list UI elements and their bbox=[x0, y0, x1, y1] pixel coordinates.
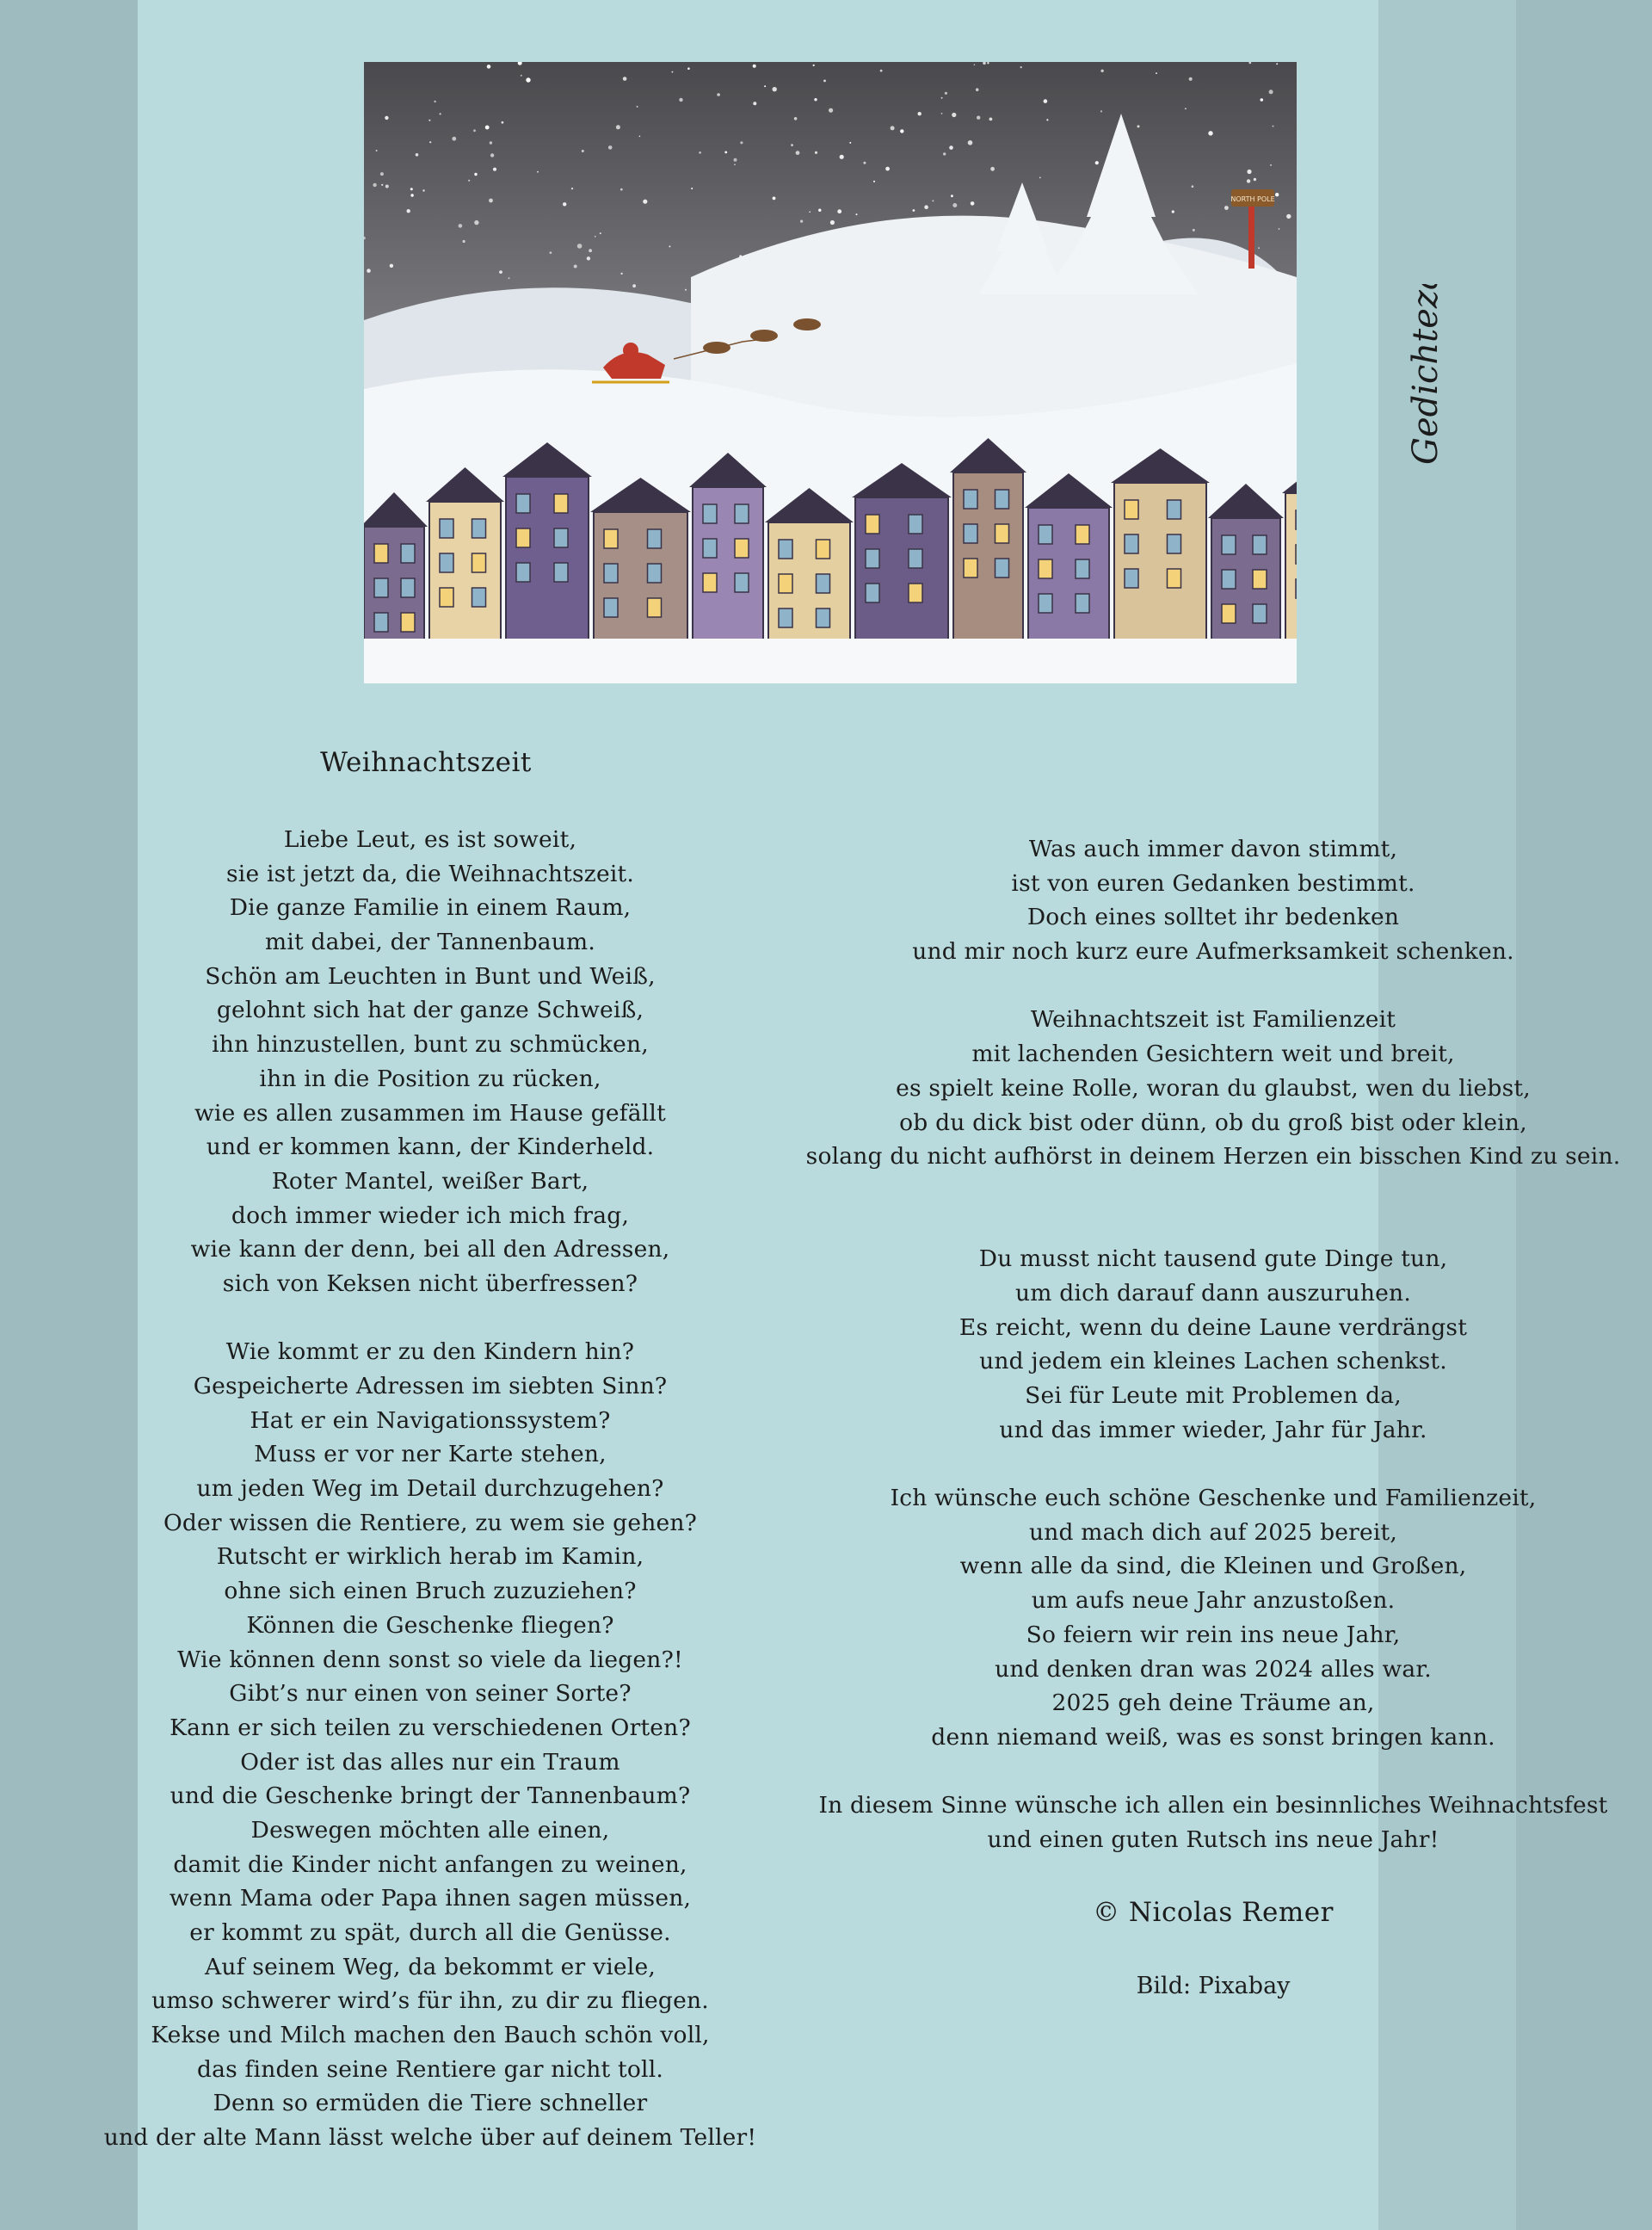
poem-line: sie ist jetzt da, die Weihnachtszeit. bbox=[226, 860, 634, 887]
poem-line: denn niemand weiß, was es sonst bringen kann. bbox=[931, 1723, 1495, 1751]
poem-line: In diesem Sinne wünsche ich allen ein besinnliches Weihnachtsfest bbox=[818, 1792, 1608, 1819]
poem-right-column bbox=[800, 832, 1626, 1857]
poem-line bbox=[800, 1447, 1626, 1481]
poem-line: wenn Mama oder Papa ihnen sagen müssen, bbox=[169, 1885, 692, 1912]
poem-line bbox=[800, 1174, 1626, 1208]
poem-line: Liebe Leut, es ist soweit, bbox=[283, 826, 577, 853]
poem-line: mit dabei, der Tannenbaum. bbox=[264, 929, 596, 956]
signature bbox=[1368, 284, 1471, 473]
poem-line: Auf seinem Weg, da bekommt er viele, bbox=[205, 1953, 656, 1980]
poem-line: er kommt zu spät, durch all die Genüsse. bbox=[189, 1919, 671, 1946]
poem-line: Ich wünsche euch schöne Geschenke und Familienzeit, bbox=[890, 1485, 1537, 1512]
poem-line: es spielt keine Rolle, woran du glaubst, wen du liebst, bbox=[896, 1074, 1531, 1102]
poem-line: und einen guten Rutsch ins neue Jahr! bbox=[987, 1825, 1439, 1853]
poem-line: und die Geschenke bringt der Tannenbaum? bbox=[170, 1782, 691, 1810]
poem-line: Hat er ein Navigationssystem? bbox=[250, 1406, 611, 1434]
poem-line: wie es allen zusammen im Hause gefällt bbox=[194, 1099, 666, 1127]
poem-line: Es reicht, wenn du deine Laune verdrängst bbox=[959, 1313, 1468, 1341]
poem-line: mit lachenden Gesichtern weit und breit, bbox=[971, 1041, 1455, 1068]
poem-line: Gibt’s nur einen von seiner Sorte? bbox=[229, 1680, 632, 1708]
poem-line: um jeden Weg im Detail durchzugehen? bbox=[196, 1475, 664, 1503]
poem-line: Du musst nicht tausend gute Dinge tun, bbox=[978, 1245, 1448, 1273]
poem-title: Weihnachtszeit bbox=[320, 747, 532, 778]
poem-line: ihn in die Position zu rücken, bbox=[259, 1065, 601, 1092]
poem-line: Doch eines solltet ihr bedenken bbox=[1026, 904, 1400, 931]
poem-line: Wie können denn sonst so viele da liegen?! bbox=[177, 1646, 683, 1673]
poem-line: Weihnachtszeit ist Familienzeit bbox=[1030, 1006, 1396, 1034]
poem-line bbox=[77, 1301, 783, 1336]
poem-line: und jedem ein kleines Lachen schenkst. bbox=[979, 1348, 1447, 1375]
poem-line: Deswegen möchten alle einen, bbox=[250, 1816, 610, 1844]
poem-left-column bbox=[77, 823, 783, 2155]
poem-line: Wie kommt er zu den Kindern hin? bbox=[225, 1338, 635, 1366]
poem-line: umso schwerer wird’s für ihn, zu dir zu fliegen. bbox=[151, 1987, 709, 2015]
poem-line: Roter Mantel, weißer Bart, bbox=[271, 1167, 589, 1195]
poem-line: Die ganze Familie in einem Raum, bbox=[229, 894, 632, 922]
poem-line: und der alte Mann lässt welche über auf deinem Teller! bbox=[103, 2124, 757, 2152]
poem-line: Denn so ermüden die Tiere schneller bbox=[213, 2090, 648, 2117]
poem-line: 2025 geh deine Träume an, bbox=[1051, 1689, 1375, 1717]
poem-line: Gespeicherte Adressen im siebten Sinn? bbox=[193, 1373, 668, 1399]
poem-line: Rutscht er wirklich herab im Kamin, bbox=[216, 1543, 644, 1571]
poem-line: Schön am Leuchten in Bunt und Weiß, bbox=[205, 962, 656, 990]
poem-line: gelohnt sich hat der ganze Schweiß, bbox=[216, 997, 644, 1024]
poem-line: solang du nicht aufhörst in deinem Herzen ein bisschen Kind zu sein. bbox=[805, 1143, 1621, 1171]
poem-line: sich von Keksen nicht überfressen? bbox=[222, 1269, 638, 1297]
poem-line: Sei für Leute mit Problemen da, bbox=[1025, 1382, 1402, 1409]
winter-village-illustration bbox=[364, 62, 1297, 683]
poem-line: ob du dick bist oder dünn, ob du groß bist oder klein, bbox=[899, 1109, 1527, 1136]
svg-text:Gedichtezauber: Gedichtezauber bbox=[1406, 284, 1446, 465]
svg-text:NORTH POLE: NORTH POLE bbox=[1230, 195, 1275, 203]
poem-line: das finden seine Rentiere gar nicht toll. bbox=[196, 2055, 664, 2083]
poem-line: ihn hinzustellen, bunt zu schmücken, bbox=[212, 1031, 649, 1059]
poem-line: Was auch immer davon stimmt, bbox=[1028, 836, 1398, 862]
poem-line: und mach dich auf 2025 bereit, bbox=[1028, 1518, 1398, 1546]
poem-line: und er kommen kann, der Kinderheld. bbox=[206, 1134, 655, 1161]
poem-line: und mir noch kurz eure Aufmerksamkeit schenken. bbox=[912, 938, 1514, 966]
poem-line bbox=[800, 1755, 1626, 1789]
poem-line: Oder wissen die Rentiere, zu wem sie gehen? bbox=[163, 1509, 698, 1536]
poem-line: Oder ist das alles nur ein Traum bbox=[240, 1748, 620, 1776]
poem-line: ist von euren Gedanken bestimmt. bbox=[1011, 869, 1415, 897]
poem-line: Muss er vor ner Karte stehen, bbox=[254, 1441, 607, 1468]
poem-line bbox=[800, 969, 1626, 1004]
poem-line bbox=[800, 1208, 1626, 1243]
image-credit: Bild: Pixabay bbox=[1136, 1973, 1291, 1999]
copyright-line: © Nicolas Remer bbox=[1093, 1897, 1334, 1928]
poem-line: und das immer wieder, Jahr für Jahr. bbox=[999, 1416, 1427, 1443]
poem-line: doch immer wieder ich mich frag, bbox=[231, 1201, 630, 1229]
poem-line: um dich darauf dann auszuruhen. bbox=[1015, 1279, 1411, 1306]
poem-line: Kann er sich teilen zu verschiedenen Orten? bbox=[170, 1714, 691, 1741]
poem-line: wie kann der denn, bei all den Adressen, bbox=[190, 1236, 670, 1263]
poem-line: Kekse und Milch machen den Bauch schön voll, bbox=[151, 2022, 710, 2049]
poem-line: um aufs neue Jahr anzustoßen. bbox=[1031, 1587, 1396, 1615]
poem-line: Können die Geschenke fliegen? bbox=[246, 1611, 614, 1639]
poem-line: ohne sich einen Bruch zuzuziehen? bbox=[224, 1578, 637, 1605]
poem-line: wenn alle da sind, die Kleinen und Großen, bbox=[959, 1553, 1467, 1580]
poem-line: und denken dran was 2024 alles war. bbox=[995, 1655, 1432, 1683]
poem-line: So feiern wir rein ins neue Jahr, bbox=[1026, 1621, 1401, 1648]
poem-line: damit die Kinder nicht anfangen zu weinen, bbox=[173, 1850, 687, 1878]
